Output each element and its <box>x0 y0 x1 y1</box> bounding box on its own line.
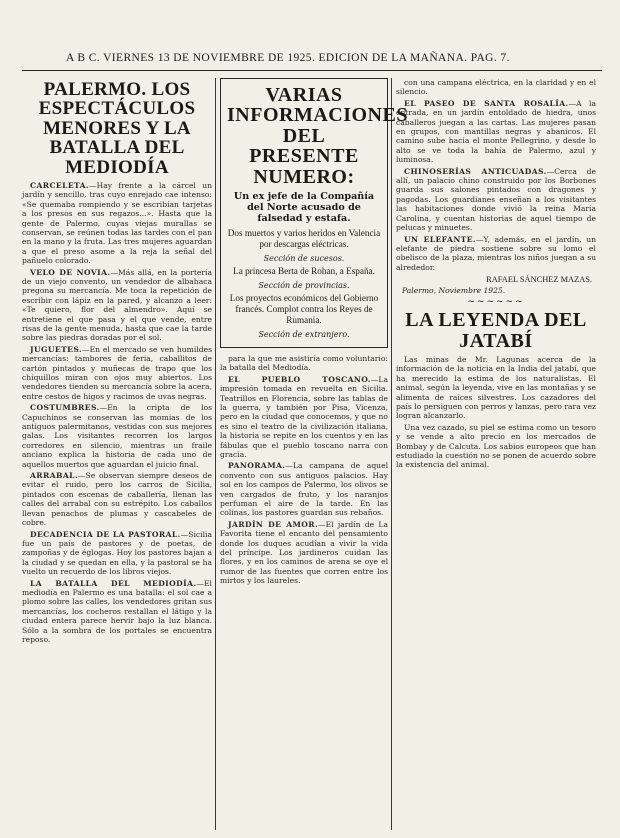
paragraph-text: —Cerca de allí, un palacio chino construido por los Borbones guarda sus salones pintados con dragones y pagodas. Los guardianes enseñan a los visitantes las habitaciones donde vivió la reina María Carolina, y cuentan historias de aquel tiempo de pelucas y minuetes. <box>396 166 596 233</box>
paragraph <box>22 530 212 577</box>
news-summary-box <box>220 78 408 348</box>
paragraph-lead: DECADENCIA DE LA PASTORAL. <box>30 529 181 539</box>
paragraph-lead: JUGUETES. <box>30 344 83 354</box>
paragraph-text: —La campana de aquel convento con sus antiguos palacios. Hay sol en los campos de Palermo, los olivos se ven cargados de fruto, y los naranjos perfuman el aire de la tarde. En las colinas, los pastores guardan sus rebaños. <box>220 461 388 518</box>
paragraph <box>396 235 596 273</box>
paragraph-text: con una campana eléctrica, en la claridad y en el silencio. <box>396 78 596 97</box>
paragraph <box>22 181 212 266</box>
summary-section: Sección de extranjero. <box>258 329 350 339</box>
paragraph-text: —Sicilia fue un país de pastores y de poetas, de zampoñas y de églogas. Hoy los pastores bajan a la ciudad y se quedan en ella, y la pastoral se ha vuelto un recuerdo de los libros viejos. <box>22 529 212 577</box>
paragraph <box>396 99 596 165</box>
paragraph-lead: PANORAMA. <box>228 461 286 471</box>
dateline: Palermo, Noviembre 1925. <box>402 286 506 296</box>
paragraph-lead: ARRABAL. <box>30 471 78 481</box>
paragraph-text: —La impresión tomada en revuelta en Sicilia. Teatrillos en Florencia, sobre las tablas de la guerra, y también por Pisa, Vicenza, pero en la ciudad que conocemos, y que no es sino el teatro de la civilización italiana, la historia se repite en los cuentos y en las fábulas que el pueblo toscano narra con gracia. <box>220 374 388 460</box>
paragraph-text: —Se observan siempre deseos de evitar el ruido, pero los carros de Sicilia, pintados con escenas de caballería, llenan las calles del arrabal con su estrépito. Los caballos llevan penachos de plumas y cascabeles de cobre. <box>22 471 212 528</box>
paragraph <box>22 403 212 469</box>
paragraph <box>396 355 596 421</box>
column-divider <box>215 78 216 830</box>
paragraph <box>22 345 212 401</box>
paragraph <box>396 423 596 470</box>
paragraph <box>22 268 212 343</box>
article-body-2 <box>396 355 596 470</box>
paragraph-lead: EL PUEBLO TOSCANO. <box>228 374 371 384</box>
summary-section: Sección de sucesos. <box>263 253 345 263</box>
article-headline: PALERMO. LOS ESPECTÁCULOS MENORES Y LA BATALLA DEL MEDIODÍA <box>38 79 196 178</box>
paragraph <box>220 354 388 373</box>
summary-headline: VARIAS INFORMACIONES DEL PRESENTE NUMERO: <box>227 84 408 188</box>
paragraph-lead: LA BATALLA DEL MEDIODÍA. <box>30 578 197 588</box>
paragraph-lead: EL PASEO DE SANTA ROSALÍA. <box>404 98 569 108</box>
paragraph <box>220 461 388 517</box>
summary-item: Dos muertos y varios heridos en Valencia por descargas eléctricas. <box>227 227 381 249</box>
article-body-continued <box>220 354 388 586</box>
column-1 <box>22 78 212 830</box>
article-body-continued <box>396 78 596 272</box>
paragraph-text: —El jardín de La Favorita tiene el encanto del pensamiento donde los duques acudían a vivir la vida del príncipe. Los jardineros cuidan las flores, y en los caminos de arena se oye el rumor de las fuentes que corren entre los mirtos y los laureles. <box>220 519 388 586</box>
author-signature: RAFAEL SÁNCHEZ MAZAS. <box>486 275 592 285</box>
paragraph-text: Las minas de Mr. Lagunas acerca de la información de la noticia en la India del jatabí, que ha merecido la estima de los naturalistas. El animal, según la leyenda, vive en las montañas y se alimenta de raíces silvestres. Los cazadores del país lo persiguen con perros y lanzas, pero rara vez logran alcanzarlo. <box>396 354 596 421</box>
article-body <box>22 181 212 645</box>
paragraph-text: —Hay frente a la cárcel un jardín y sencillo, tras cuyo enrejado cae intenso: «Se quemaba rompiendo y se escribían tarjetas a los presos en sus regazos...». Hasta que la gente de Palermo, cuyas viejas murallas se conservan, se reúnen todas las tardes con el pan en la mano y la fruta. Las tres mujeres aguardan a que el preso asome a la reja la señal del pañuelo colorado. <box>22 180 212 266</box>
paragraph-text: —A la entrada, en un jardín entoldado de hiedra, unos caballeros juegan a las cartas. Las mujeres pasan en grupos, con mantillas negras y abanicos. El camino sube hacia el monte Pellegrino, y desde lo alto se ve toda la bahía de Palermo, azul y luminosa. <box>396 98 596 165</box>
paragraph-lead: COSTUMBRES. <box>30 403 100 413</box>
paragraph-lead: CARCELETA. <box>30 180 89 190</box>
paragraph-text: —En el mercado se ven humildes mercancías: tambores de feria, caballitos de cartón pintados y muñecas de trapo que los chiquillos miran con ojos muy abiertos. Los vendedores tienden su mercancía sobre la acera, entre cestos de higos y racimos de uvas negras. <box>22 344 212 401</box>
paragraph-text: para la que me asistiría como voluntario: la batalla del Mediodía. <box>220 353 388 373</box>
summary-item: Los proyectos económicos del Gobierno francés. Complot contra los Reyes de Rumania. <box>229 292 379 325</box>
column-2 <box>220 78 408 830</box>
paragraph <box>396 78 596 97</box>
paragraph-lead: JARDÍN DE AMOR. <box>228 519 319 529</box>
paragraph-text: Una vez cazado, su piel se estima como un tesoro y se vende a alto precio en los mercados de Bombay y de Calcuta. Los sabios europeos que han estudiado la cuestión no se ponen de acuerdo sobre la existencia del animal. <box>396 422 596 470</box>
summary-deck: Un ex jefe de la Compañía del Norte acusado de falsedad y estafa. <box>233 190 375 224</box>
summary-section: Sección de provincias. <box>258 280 350 290</box>
paragraph-lead: CHINOSERÍAS ANTICUADAS. <box>404 166 547 176</box>
paragraph-text: —En la cripta de los Capuchinos se conservan las momias de los antiguos palermitanos, vestidas con sus mejores galas. Los visitantes recorren los largos corredores en silencio, mientras un fraile anciano explica la historia de cada uno de aquellos muertos que aguardan el juicio final. <box>22 403 212 469</box>
paragraph-lead: UN ELEFANTE. <box>404 234 476 244</box>
column-3 <box>396 78 596 830</box>
column-divider <box>391 78 392 830</box>
paragraph <box>220 520 388 586</box>
summary-item: La princesa Berta de Rohan, a España. <box>233 265 375 276</box>
header-rule <box>22 70 602 71</box>
paragraph-text: —Más allá, en la portería de un viejo convento, un vendedor de albahaca pregona su mercancía. Me toca la repetición de escribir con lápiz en la pared, y alcanzo a leer: «Te quiero, flor del almendro». Aquí se entretiene el que pasa y el que vende, entre risas de la gente menuda, hasta que cae la tarde sobre las piedras doradas por el sol. <box>22 267 213 343</box>
ornament-divider: ~~~~~~ <box>467 297 525 308</box>
paragraph <box>22 579 212 645</box>
paragraph <box>220 375 388 460</box>
paragraph <box>22 471 212 527</box>
article-headline-2: LA LEYENDA DEL JATABÍ <box>405 309 587 352</box>
paragraph <box>396 167 596 233</box>
paragraph-lead: VELO DE NOVIA. <box>30 267 111 277</box>
paragraph-text: —El mediodía en Palermo es una batalla: el sol cae a plomo sobre las calles, los vendedores gritan sus mercancías, los cocheros restallan el látigo y la ciudad entera parece hervir bajo la luz blanca. Sólo a la sombra de los portales se encuentra reposo. <box>22 578 212 644</box>
paragraph-text: —Y, además, en el jardín, un elefante de piedra sostiene sobre su lomo el obelisco de la plaza, mientras los niños juegan a su alrededor. <box>396 234 596 272</box>
page-header: A B C. VIERNES 13 DE NOVIEMBRE DE 1925. EDICION DE LA MAÑANA. PAG. 7. <box>66 52 510 64</box>
